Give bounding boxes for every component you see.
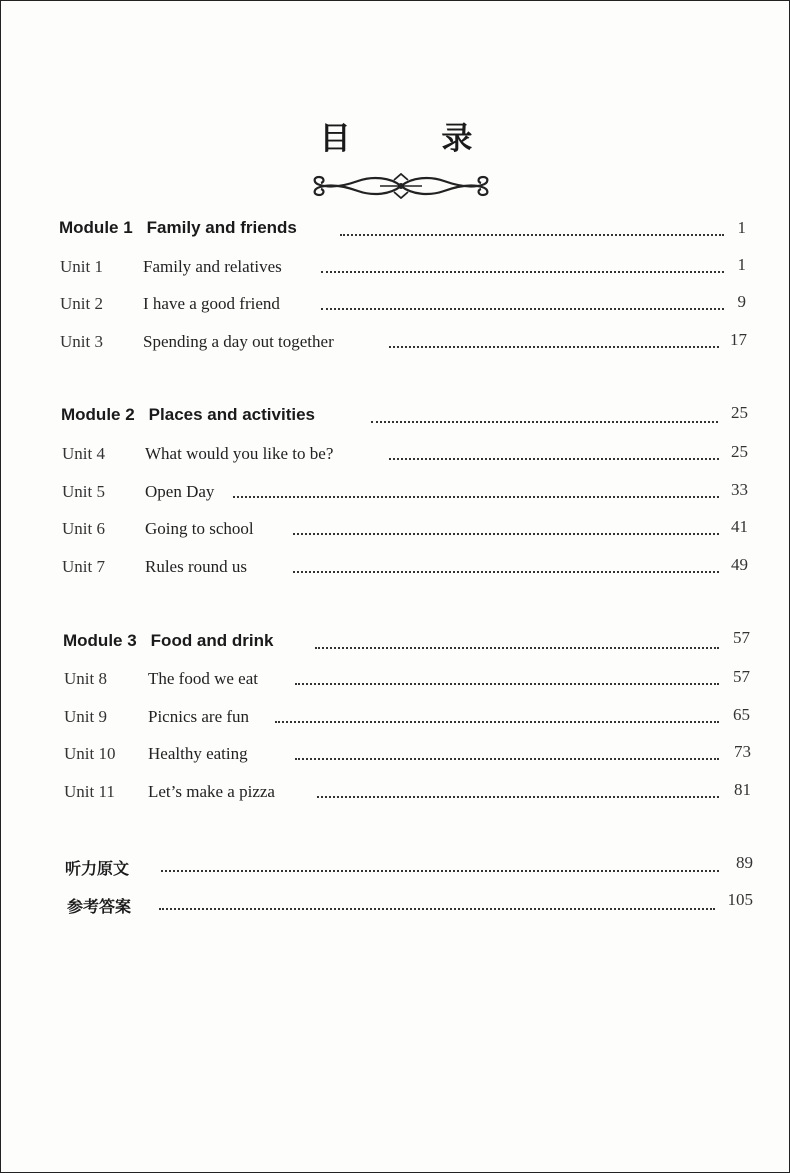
page-number: 9	[737, 292, 746, 311]
appendix-label: 参考答案	[67, 897, 132, 916]
page-number: 17	[730, 330, 747, 349]
dot-leader	[321, 269, 724, 273]
unit-label: Unit 4	[62, 444, 105, 463]
toc-unit-row[interactable]	[1, 519, 790, 545]
toc-module-row[interactable]	[1, 218, 790, 244]
unit-title: Healthy eating	[148, 744, 248, 763]
toc-unit-row[interactable]	[1, 482, 790, 508]
page-number: 89	[736, 853, 753, 872]
page-number: 25	[731, 403, 748, 422]
dot-leader	[275, 719, 719, 723]
toc-unit-row[interactable]	[1, 444, 790, 470]
dot-leader	[293, 531, 719, 535]
module-label: Module 1	[59, 218, 133, 237]
dot-leader	[315, 645, 719, 649]
unit-label: Unit 8	[64, 669, 107, 688]
toc-unit-row[interactable]	[1, 557, 790, 583]
unit-title: Picnics are fun	[148, 707, 250, 726]
dot-leader	[317, 794, 719, 798]
unit-title: Let’s make a pizza	[148, 782, 275, 801]
unit-label: Unit 9	[64, 707, 107, 726]
page-number: 105	[727, 890, 753, 909]
dot-leader	[293, 569, 719, 573]
toc-title: 目 录	[319, 121, 513, 157]
page-number: 57	[733, 628, 750, 647]
unit-title: Going to school	[145, 519, 254, 538]
page-number: 1	[737, 218, 746, 237]
unit-label: Unit 10	[64, 744, 116, 763]
unit-label: Unit 7	[62, 557, 105, 576]
page-number: 49	[731, 555, 748, 574]
page-number: 73	[734, 742, 751, 761]
dot-leader	[295, 756, 719, 760]
dot-leader	[389, 456, 719, 460]
toc-module-row[interactable]	[1, 628, 790, 657]
dot-leader	[161, 868, 719, 872]
page-number: 25	[731, 442, 748, 461]
page-number: 33	[731, 480, 748, 499]
appendix-label: 听力原文	[65, 859, 130, 878]
toc-appendix-row[interactable]	[1, 890, 790, 920]
dot-leader	[371, 419, 718, 423]
unit-title: The food we eat	[148, 669, 258, 688]
dot-leader	[159, 906, 715, 910]
unit-label: Unit 3	[60, 332, 103, 351]
unit-title: Rules round us	[145, 557, 247, 576]
dot-leader	[233, 494, 719, 498]
toc-unit-row[interactable]	[1, 782, 790, 808]
toc-unit-row[interactable]	[1, 707, 790, 733]
unit-title: I have a good friend	[143, 294, 280, 313]
ornament-divider	[310, 173, 492, 199]
module-label: Module 3	[63, 631, 137, 650]
unit-label: Unit 11	[64, 782, 115, 801]
dot-leader	[340, 232, 724, 236]
toc-unit-row[interactable]	[1, 669, 790, 695]
page-number: 65	[733, 705, 750, 724]
unit-title: What would you like to be?	[145, 444, 334, 463]
toc-unit-row[interactable]	[1, 332, 790, 358]
page-number: 41	[731, 517, 748, 536]
toc-unit-row[interactable]	[1, 294, 790, 320]
module-title: Family and friends	[146, 218, 297, 237]
unit-label: Unit 2	[60, 294, 103, 313]
unit-label: Unit 6	[62, 519, 105, 538]
module-label: Module 2	[61, 405, 135, 424]
dot-leader	[389, 344, 719, 348]
toc-unit-row[interactable]	[1, 744, 790, 770]
dot-leader	[295, 681, 719, 685]
toc-module-row[interactable]	[1, 405, 790, 431]
module-title: Food and drink	[150, 631, 274, 650]
page-number: 81	[734, 780, 751, 799]
dot-leader	[321, 306, 724, 310]
unit-label: Unit 1	[60, 257, 103, 276]
unit-title: Spending a day out together	[143, 332, 334, 351]
unit-label: Unit 5	[62, 482, 105, 501]
unit-title: Open Day	[145, 482, 215, 501]
unit-title: Family and relatives	[143, 257, 282, 276]
page-number: 1	[737, 255, 746, 274]
toc-appendix-row[interactable]	[1, 853, 790, 882]
toc-unit-row[interactable]	[1, 257, 790, 283]
module-title: Places and activities	[148, 405, 315, 424]
page-number: 57	[733, 667, 750, 686]
